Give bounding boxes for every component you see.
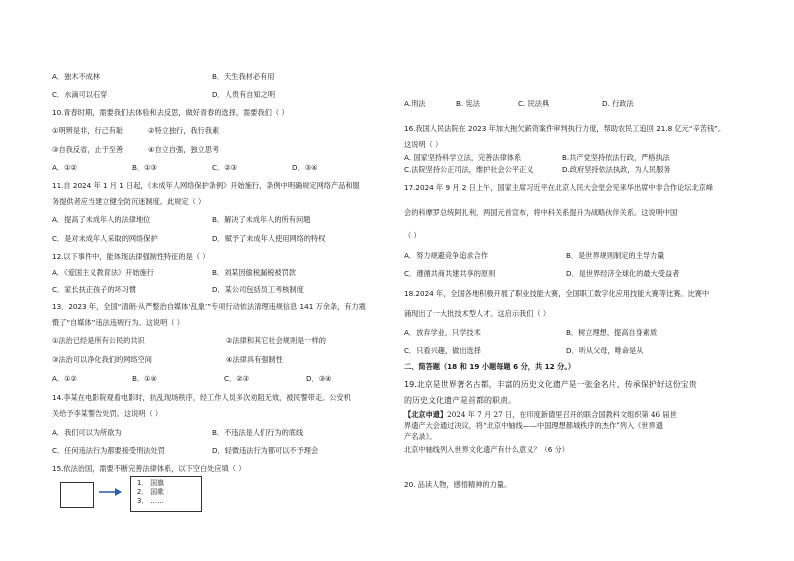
q10-item-1: ①明辨是非，行己有耻 (52, 126, 124, 135)
q15-option-d[interactable]: D. 行政法 (602, 99, 634, 108)
q11-stem-line1: 11.自 2024 年 1 月 1 日起，《未成年人网络保护条例》开始施行，条例中明确规定网络产品和服 (52, 181, 360, 190)
q16-option-c[interactable]: C.法院坚持公正司法，维护社会公平正义 (404, 165, 534, 174)
q15-list-item: 3． …… (137, 497, 164, 505)
q13-stem-line1: 13．2023 年，全国“清朗·从严整治自媒体‘乱象’”专项行动依法清理违规信息 141 万余条，有力震 (52, 302, 366, 311)
q17-stem-line1: 17.2024 年 9 月 2 日上午，国家主席习近平在北京人民大会堂会见来华出席中非合作论坛北京峰 (404, 183, 714, 192)
q16-option-d[interactable]: D.政府坚持依法执政，为人民服务 (562, 165, 671, 174)
q15-list-box (130, 476, 202, 512)
q17-stem-line2: 会的科摩罗总统阿扎利，两国元首宣布，将中科关系提升为战略伙伴关系。这说明中国 (404, 208, 678, 217)
q10-item-4: ④自立自强，独立思考 (148, 145, 220, 154)
q14-option-a[interactable]: A．我们可以为所欲为 (52, 428, 122, 437)
q19-material-line2: 界遗产大会通过决议，将“北京中轴线——中国理想都城秩序的杰作”列入《世界遗 (404, 421, 663, 430)
q10-option-a[interactable]: A．①② (52, 163, 77, 172)
q15-blank-box (60, 482, 94, 508)
q12-option-a[interactable]: A．《爱国主义教育法》开始施行 (52, 268, 154, 277)
q10-option-c[interactable]: C．②③ (212, 163, 238, 172)
q12-option-c[interactable]: C．家长扶正孩子的坏习惯 (52, 285, 137, 294)
q18-option-c[interactable]: C．只看兴趣，做出选择 (404, 346, 481, 355)
q19-stem-line1: 19.北京是世界著名古都，丰富的历史文化遗产是一张金名片，传承保护好这份宝贵 (404, 380, 697, 389)
q14-stem-line1: 14.李某在电影院观看电影时，抗乱现场秩序，经工作人员多次劝阻无效，被民警带走。公安机 (52, 393, 351, 402)
q13-item-3: ③法治可以净化我们的网络空间 (52, 355, 152, 364)
q16-stem-line1: 16.我国人民法院在 2023 年加大拖欠薪资案件审判执行力度，帮助农民工追回 21.8 亿元“辛苦钱”。 (404, 124, 726, 133)
q17-option-b[interactable]: B．是世界规则制定的主导力量 (566, 251, 665, 260)
q9-option-c[interactable]: C．水滴可以石穿 (52, 90, 108, 99)
q14-option-b[interactable]: B．不违法是人们行为的底线 (212, 428, 304, 437)
q11-option-c[interactable]: C．是对未成年人采取的网络保护 (52, 234, 158, 243)
q12-option-d[interactable]: D．某公司包括员工考核制度 (212, 285, 304, 294)
q12-option-b[interactable]: B．刘某因偷税漏税被罚款 (212, 268, 296, 277)
q19-material-tag: 【北京申遗】 (404, 410, 448, 419)
q17-option-c[interactable]: C．遵循共商共建共享的原则 (404, 269, 496, 278)
q19-material-line1 (404, 410, 677, 420)
q19-material-text: 2024 年 7 月 27 日，在印度新德里召开的联合国教科文组织第 46 届世 (447, 410, 677, 419)
q15-stem: 15.依法治国，需要不断完善法律体系，以下空白处应填（ ） (52, 464, 246, 473)
q10-stem: 10.青春时期，需要我们去体验和去反思，做好青春的选择，需要我们（ ） (52, 108, 289, 117)
q15-option-c[interactable]: C. 民法典 (518, 99, 550, 108)
q10-option-d[interactable]: D．③④ (292, 163, 318, 172)
q15-arrow-icon (98, 486, 124, 498)
q10-option-b[interactable]: B．①③ (132, 163, 158, 172)
q17-stem-line3: （ ） (404, 231, 421, 240)
q9-option-b[interactable]: B．天生我材必有用 (212, 72, 275, 81)
q14-option-d[interactable]: D．轻微违法行为都可以不予理会 (212, 446, 319, 455)
q10-item-3: ③自我反省，止于至善 (52, 145, 124, 154)
q18-stem-line2: 涌现出了一大批技术型人才。这启示我们（ ） (404, 309, 551, 318)
q18-option-a[interactable]: A．放弃学业，只学技术 (404, 328, 481, 337)
q19-material-line3: 产名录》。 (404, 432, 437, 441)
q13-option-d[interactable]: D．③④ (306, 374, 332, 383)
q13-option-c[interactable]: C．②③ (224, 374, 250, 383)
q9-option-a[interactable]: A．独木不成林 (52, 72, 101, 81)
q13-item-2: ②法律和其它社会规则是一样的 (226, 336, 326, 345)
q11-stem-line2: 务提供者应当建立健全防沉迷制度。此规定（ ） (52, 197, 206, 206)
q13-item-4: ④法律具有强制性 (226, 355, 283, 364)
q13-option-a[interactable]: A．①② (52, 374, 77, 383)
section-2-heading: 二、简答题（18 和 19 小题每题 6 分，共 12 分。） (404, 362, 576, 371)
q17-option-a[interactable]: A．努力规避竞争追求合作 (404, 251, 488, 260)
q14-option-c[interactable]: C．任何违法行为都要接受刑法处罚 (52, 446, 165, 455)
q10-item-2: ②特立独行，我行我素 (148, 126, 220, 135)
q11-option-b[interactable]: B．解决了未成年人的所有问题 (212, 215, 311, 224)
q14-stem-line2: 关给予李某警告处罚。这说明（ ） (52, 409, 163, 418)
q15-option-b[interactable]: B. 宪法 (456, 99, 480, 108)
q18-option-d[interactable]: D．听从父母，唯命是从 (566, 346, 644, 355)
q17-option-d[interactable]: D．是世界经济全球化的最大受益者 (566, 269, 680, 278)
q15-list-item: 2． 国歌 (137, 488, 164, 496)
q16-option-a[interactable]: A. 国家坚持科学立法，完善法律体系 (404, 153, 522, 162)
q16-option-b[interactable]: B.共产党坚持依法行政，严格执法 (562, 153, 670, 162)
q15-option-a[interactable]: A.刑法 (404, 99, 426, 108)
q18-option-b[interactable]: B．树立理想，提高自身素质 (566, 328, 658, 337)
q11-option-a[interactable]: A．提高了未成年人的法律地位 (52, 215, 151, 224)
q9-option-d[interactable]: D．人贵有自知之明 (212, 90, 276, 99)
q13-option-b[interactable]: B．①④ (132, 374, 158, 383)
q13-stem-line2: 慑了“自媒体”违法违规行为。这说明（ ） (52, 318, 184, 327)
q20-stem: 20. 品读人物，感悟精神的力量。 (404, 480, 512, 489)
q15-list-item: 1． 国旗 (137, 479, 164, 487)
q11-option-d[interactable]: D．赋予了未成年人使用网络的特权 (212, 234, 326, 243)
q12-stem: 12.以下事件中，能体现法律强制性特征的是（ ） (52, 252, 210, 261)
q13-item-1: ①法治已经是所有公民的共识 (52, 336, 145, 345)
q19-question: 北京中轴线列入世界文化遗产有什么意义？（6 分） (404, 445, 569, 454)
q16-stem-line2: 这说明（ ） (404, 140, 443, 149)
q18-stem-line1: 18.2024 年，全国各地积极开展了职业技能大赛，全国职工数字化应用技能大赛等比赛。比赛中 (404, 289, 710, 298)
q19-stem-line2: 的历史文化遗产是首都的职责。 (404, 396, 516, 405)
